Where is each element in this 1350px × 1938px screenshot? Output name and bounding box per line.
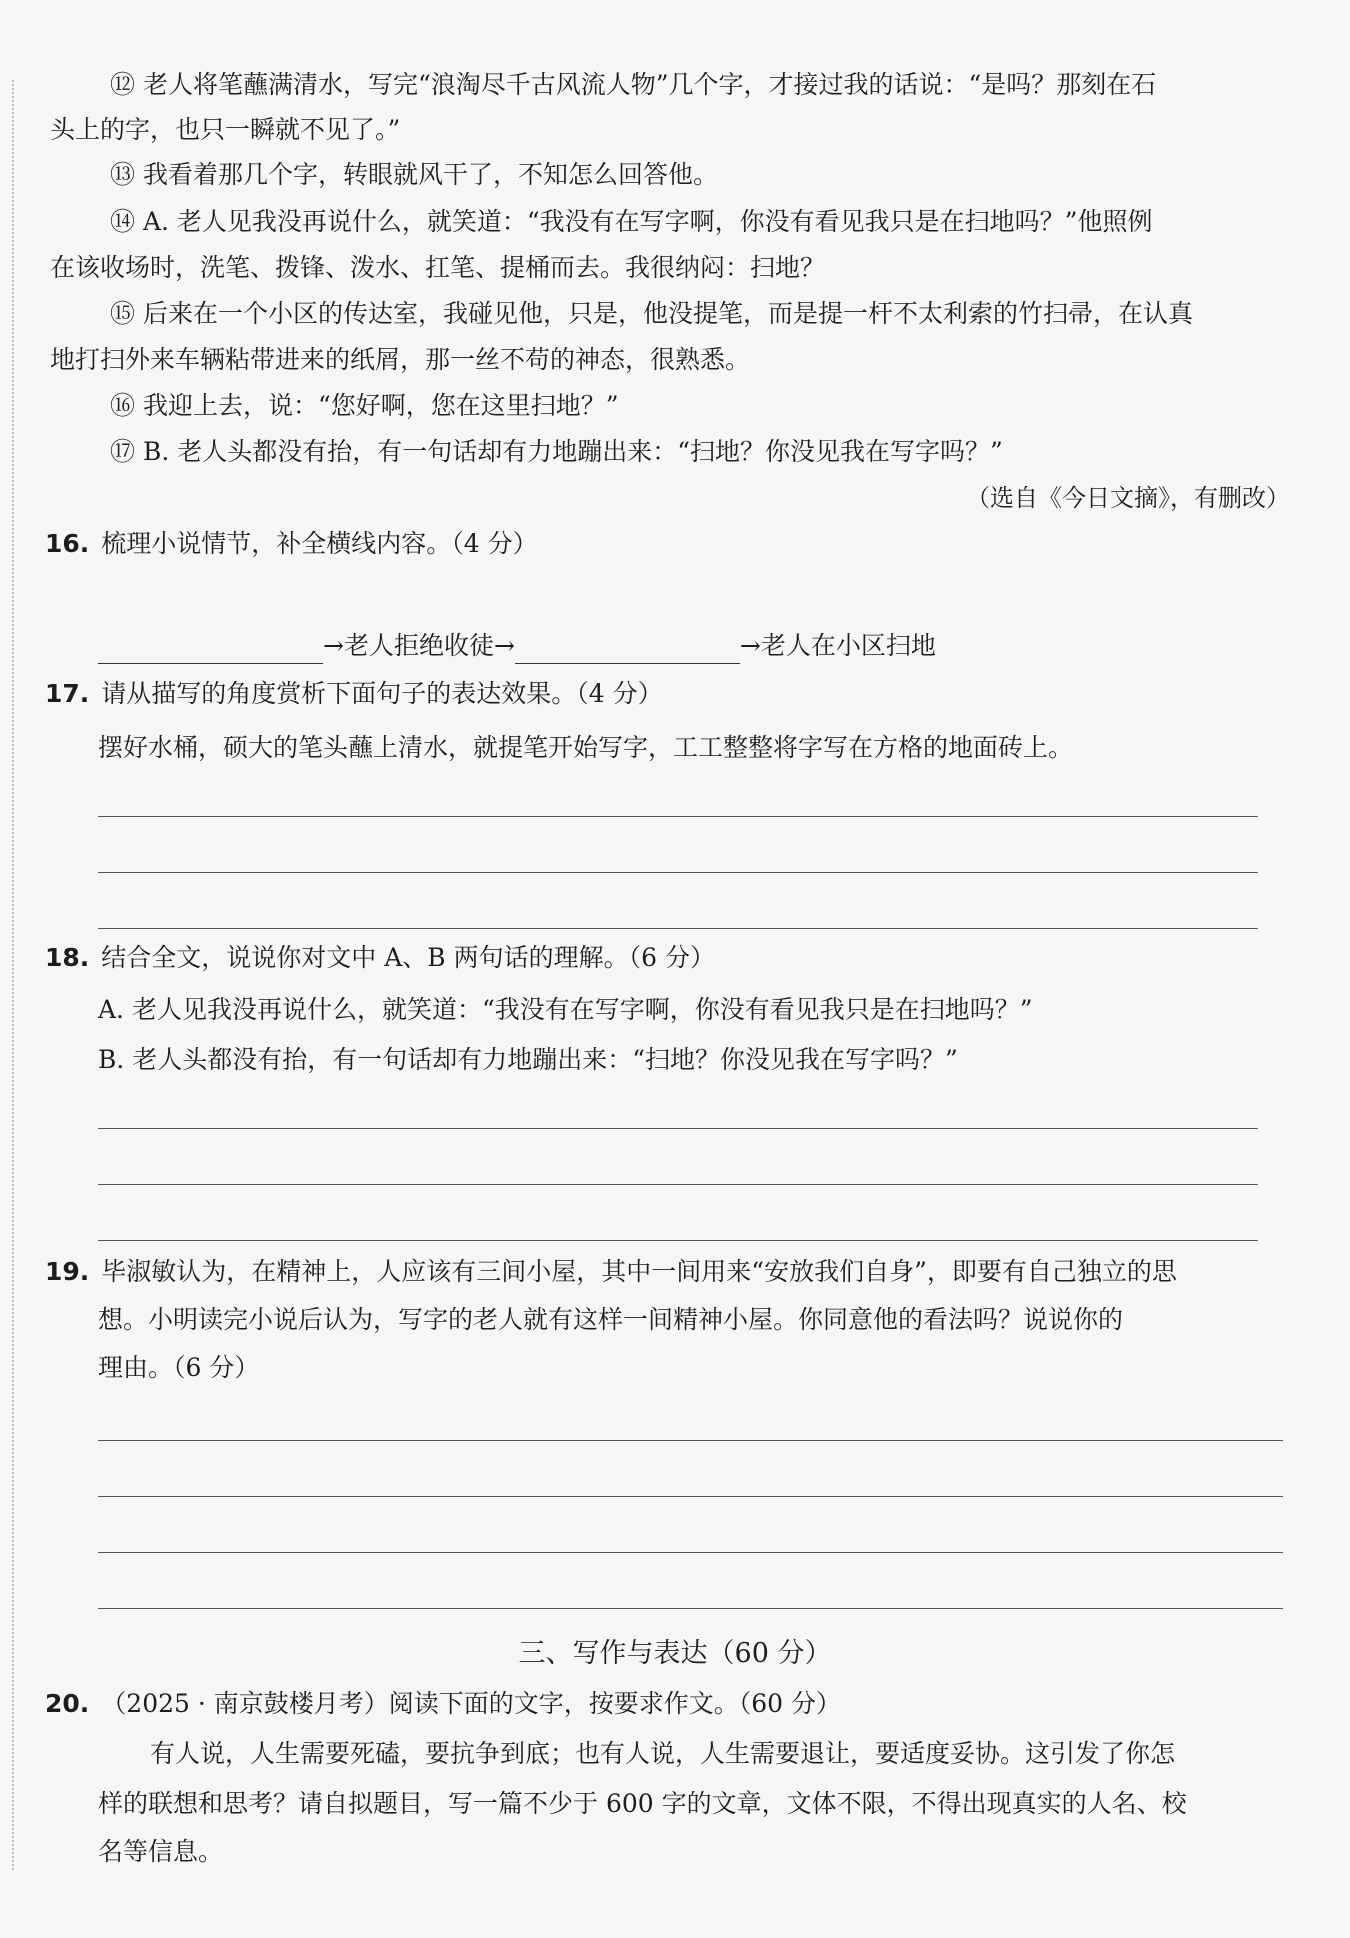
question-18 (45, 940, 715, 976)
question-number: 18. (45, 943, 90, 972)
paragraph-12-line-1: ⑫ 老人将笔蘸满清水，写完“浪淘尽千古风流人物”几个字，才接过我的话说：“是吗？那刻在石 (110, 70, 1157, 99)
question-number: 16. (45, 529, 90, 558)
question-17-text: 请从描写的角度赏析下面句子的表达效果。（4 分） (101, 679, 663, 708)
question-19-line-1: 毕淑敏认为，在精神上，人应该有三间小屋，其中一间用来“安放我们自身”，即要有自己独立的思 (101, 1257, 1177, 1286)
paragraph-13: ⑬ 我看着那几个字，转眼就风干了，不知怎么回答他。 (110, 160, 718, 189)
question-20-prompt-line-2: 样的联想和思考？请自拟题目，写一篇不少于 600 字的文章，文体不限，不得出现真实的人名、校 (98, 1789, 1187, 1818)
paragraph-15-line-2: 地打扫外来车辆粘带进来的纸屑，那一丝不苟的神态，很熟悉。 (50, 345, 751, 374)
question-17 (45, 676, 663, 712)
answer-line[interactable] (98, 928, 1258, 929)
question-20-text: （2025 · 南京鼓楼月考）阅读下面的文字，按要求作文。（60 分） (101, 1689, 842, 1718)
paragraph-12-line-2: 头上的字，也只一瞬就不见了。” (50, 115, 401, 144)
question-20-prompt-line-1: 有人说，人生需要死磕，要抗争到底；也有人说，人生需要退让，要适度妥协。这引发了你怎 (150, 1739, 1176, 1768)
question-16 (45, 526, 538, 562)
answer-line[interactable] (98, 1608, 1283, 1609)
answer-line[interactable] (98, 816, 1258, 817)
answer-line[interactable] (98, 1440, 1283, 1441)
paragraph-14-line-1: ⑭ A. 老人见我没再说什么，就笑道：“我没有在写字啊，你没有看见我只是在扫地吗？”他照例 (110, 207, 1153, 236)
question-19-line-3: 理由。（6 分） (98, 1353, 260, 1382)
question-20-prompt-line-3: 名等信息。 (98, 1837, 224, 1866)
paragraph-17: ⑰ B. 老人头都没有抬，有一句话却有力地蹦出来：“扫地？你没见我在写字吗？” (110, 437, 1003, 466)
question-16-text: 梳理小说情节，补全横线内容。（4 分） (101, 529, 538, 558)
question-19 (45, 1254, 1177, 1290)
question-number: 17. (45, 679, 90, 708)
answer-line[interactable] (98, 1240, 1258, 1241)
section-heading: 三、写作与表达（60 分） (518, 1638, 832, 1669)
paragraph-14-line-2: 在该收场时，洗笔、拨锋、泼水、扛笔、提桶而去。我很纳闷：扫地？ (50, 253, 826, 282)
question-18-sentence-a: A. 老人见我没再说什么，就笑道：“我没有在写字啊，你没有看见我只是在扫地吗？” (98, 995, 1033, 1024)
question-18-text: 结合全文，说说你对文中 A、B 两句话的理解。（6 分） (101, 943, 715, 972)
question-17-sentence: 摆好水桶，硕大的笔头蘸上清水，就提笔开始写字，工工整整将字写在方格的地面砖上。 (98, 733, 1074, 762)
answer-line[interactable] (98, 1128, 1258, 1129)
answer-line[interactable] (98, 1552, 1283, 1553)
paragraph-16: ⑯ 我迎上去，说：“您好啊，您在这里扫地？” (110, 391, 619, 420)
answer-line[interactable] (98, 1496, 1283, 1497)
binding-margin-line (12, 80, 14, 1870)
question-20 (45, 1686, 841, 1722)
question-number: 19. (45, 1257, 90, 1286)
source-citation: （选自《今日文摘》，有删改） (966, 484, 1290, 512)
paragraph-15-line-1: ⑮ 后来在一个小区的传达室，我碰见他，只是，他没提笔，而是提一杆不太利索的竹扫帚，在认真 (110, 299, 1193, 328)
question-16-flow (98, 628, 936, 664)
answer-line[interactable] (98, 1184, 1258, 1185)
answer-line[interactable] (98, 872, 1258, 873)
answer-blank-1[interactable] (98, 635, 323, 664)
flow-arrow-2: →老人在小区扫地 (739, 631, 936, 660)
answer-blank-2[interactable] (515, 635, 740, 664)
flow-arrow-1: →老人拒绝收徒→ (323, 631, 515, 660)
question-19-line-2: 想。小明读完小说后认为，写字的老人就有这样一间精神小屋。你同意他的看法吗？说说你的 (98, 1305, 1124, 1334)
question-18-sentence-b: B. 老人头都没有抬，有一句话却有力地蹦出来：“扫地？你没见我在写字吗？” (98, 1045, 958, 1074)
question-number: 20. (45, 1689, 90, 1718)
